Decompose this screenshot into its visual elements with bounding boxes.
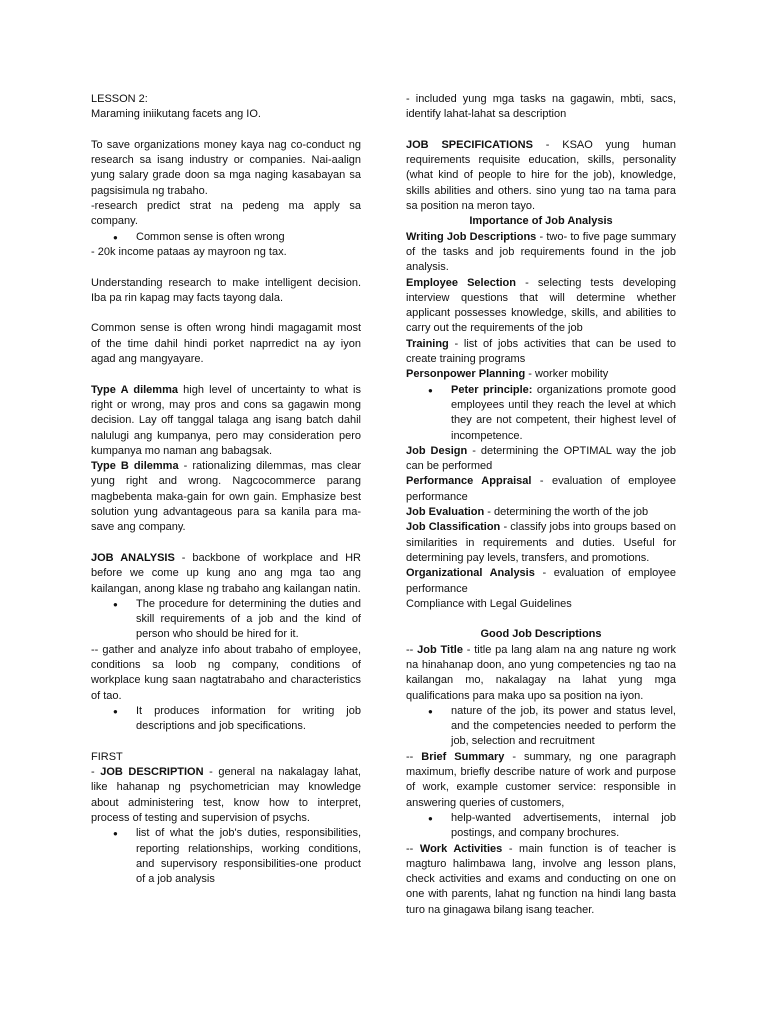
bullet-list: [406, 383, 676, 444]
term: Work Activities: [419, 842, 503, 855]
term: JOB DESCRIPTION: [100, 766, 204, 779]
first-label: FIRST: [91, 750, 123, 763]
paragraph: To save organizations money kaya nag co-conduct ng research sa isang industry or companies. Nai-aalign yung salary grade doon sa mga naging kasabayan sa pagsisimula ng trabaho.: [91, 138, 361, 197]
list-item: ● list of what the job's duties, responsibilities, reporting relationships, working conditions, and supervisory responsibilities-one product of a job analysis: [91, 826, 361, 887]
term: Job Design: [406, 444, 468, 457]
list-item: Organizational Analysis - evaluation of employee performance: [406, 567, 676, 595]
bullet-list: [91, 704, 361, 735]
paragraph: - 20k income pataas ay mayroon ng tax.: [91, 245, 287, 258]
term: Organizational Analysis: [406, 567, 535, 580]
paragraph: - included yung mga tasks na gagawin, mbti, sacs, identify lahat-lahat sa description: [406, 93, 676, 121]
list-item: ● Peter principle: organizations promote good employees until they reach the level at which they are not competent, their highest level of incompetence.: [406, 383, 676, 444]
list-item: Job Classification - classify jobs into groups based on similarities in requirements and duties. Useful for determining pay levels, transfers, and promotions.: [406, 521, 676, 564]
list-item: ● It produces information for writing job descriptions and job specifications.: [91, 704, 361, 735]
list-item: ● Common sense is often wrong: [91, 230, 361, 245]
term: Personpower Planning: [406, 368, 526, 381]
work-activities-paragraph: -- Work Activities - main function is of teacher is magturo halimbawa lang, involve ang lesson plans, check activities and exams and conducting on one on one with parents, lahat ng function na hindi lang basta turo na ginagawa bilang isang teacher.: [406, 842, 676, 916]
list-item: ● nature of the job, its power and status level, and the competencies needed to perform the job, selection and recruitment: [406, 704, 676, 750]
list-item: Performance Appraisal - evaluation of employee performance: [406, 475, 676, 503]
list-item: Training - list of jobs activities that can be used to create training programs: [406, 337, 676, 366]
bullet-list: [91, 597, 361, 643]
lesson-heading: LESSON 2:: [91, 93, 148, 105]
term: Job Title: [417, 643, 463, 656]
term: Type A dilemma: [91, 383, 178, 396]
type-b-paragraph: Type B dilemma - rationalizing dilemmas, mas clear yung right and wrong. Nagcocommerce parang magbebenta maka-gain for own gain. Emphasize best solution yung advantageous para sa kanila para ma-save ang company.: [91, 460, 361, 534]
type-a-paragraph: Type A dilemma high level of uncertainty to what is right or wrong, may pros and cons sa gagawin mong decision. Lay off tanggal talaga ang isang batch dahil nalulugi ang kumpanya, pero may consideration pero kumpanya mo naman ang babagsak.: [91, 383, 361, 457]
paragraph: Compliance with Legal Guidelines: [406, 597, 572, 610]
section-heading: Importance of Job Analysis: [469, 215, 613, 228]
paragraph: Common sense is often wrong hindi magagamit most of the time dahil hindi porket naprredict na ay iyon agad ang mangyayare.: [91, 322, 361, 366]
term: Job Classification: [406, 521, 501, 534]
job-description-paragraph: - JOB DESCRIPTION - general na nakalagay lahat, like hahanap ng psychometrician may knowledge about administering test, know how to interpret, process of testing and supervision of psychs.: [91, 766, 361, 824]
list-item: Job Design - determining the OPTIMAL way the job can be performed: [406, 444, 677, 473]
bullet-list: [91, 826, 361, 887]
job-specifications-paragraph: JOB SPECIFICATIONS - KSAO yung human requirements requisite education, skills, personality (what kind of people to hire for the job), knowledge, skills abilities and others. sino yung tao na tama para sa position na meron tayo.: [406, 138, 676, 213]
list-item: Job Evaluation - determining the worth of the job: [406, 506, 649, 519]
bullet-list: [91, 230, 361, 245]
right-column: [406, 92, 676, 918]
list-item: Personpower Planning - worker mobility: [406, 368, 609, 381]
lesson-subtitle: Maraming iniikutang facets ang IO.: [91, 108, 261, 121]
left-column: [91, 92, 361, 887]
term: Writing Job Descriptions: [406, 230, 537, 243]
term: Employee Selection: [406, 276, 516, 289]
paragraph: -research predict strat na pedeng ma apply sa company.: [91, 200, 361, 228]
list-item: ● help-wanted advertisements, internal job postings, and company brochures.: [406, 811, 676, 842]
job-analysis-paragraph: JOB ANALYSIS - backbone of workplace and HR before we come up kung ano ang mga tao ang kailangan, anong klase ng trabaho ang kailangan natin.: [91, 551, 361, 595]
term: Brief Summary: [421, 750, 505, 763]
list-item: Employee Selection - selecting tests developing interview questions that will determine whether applicant possesses knowledge, skills, and abilities to carry out the requirements of the job: [406, 276, 676, 335]
term: Performance Appraisal: [406, 475, 532, 488]
paragraph: Understanding research to make intelligent decision. Iba pa rin kapag may facts tayong dala.: [91, 276, 361, 304]
term: Training: [406, 337, 449, 350]
term: JOB SPECIFICATIONS: [406, 138, 533, 151]
term: JOB ANALYSIS: [91, 551, 175, 564]
term: Type B dilemma: [91, 460, 179, 473]
list-item: Writing Job Descriptions - two- to five page summary of the tasks and job requirements found in the job analysis.: [406, 230, 676, 274]
bullet-list: [406, 704, 676, 750]
paragraph: -- gather and analyze info about trabaho of employee, conditions sa loob ng company, conditions of workplace kung saan nagtatrabaho and characteristics of tao.: [91, 643, 361, 702]
brief-summary-paragraph: -- Brief Summary - summary, ng one paragraph maximum, briefly describe nature of work and purpose of work, example customer service: responsible in answering queries of customers,: [406, 750, 676, 809]
bullet-list: [406, 811, 676, 842]
job-title-paragraph: -- Job Title - title pa lang alam na ang nature ng work na hinahanap doon, ano yung competencies ng tao na kailangan mo, nakalagay na lahat yung mga qualifications para maka upo sa position na iyon.: [406, 643, 676, 702]
section-heading: Good Job Descriptions: [480, 628, 602, 641]
list-item: ● The procedure for determining the duties and skill requirements of a job and the kind of person who should be hired for it.: [91, 597, 361, 643]
term: Peter principle:: [451, 383, 533, 396]
term: Job Evaluation: [406, 506, 485, 519]
